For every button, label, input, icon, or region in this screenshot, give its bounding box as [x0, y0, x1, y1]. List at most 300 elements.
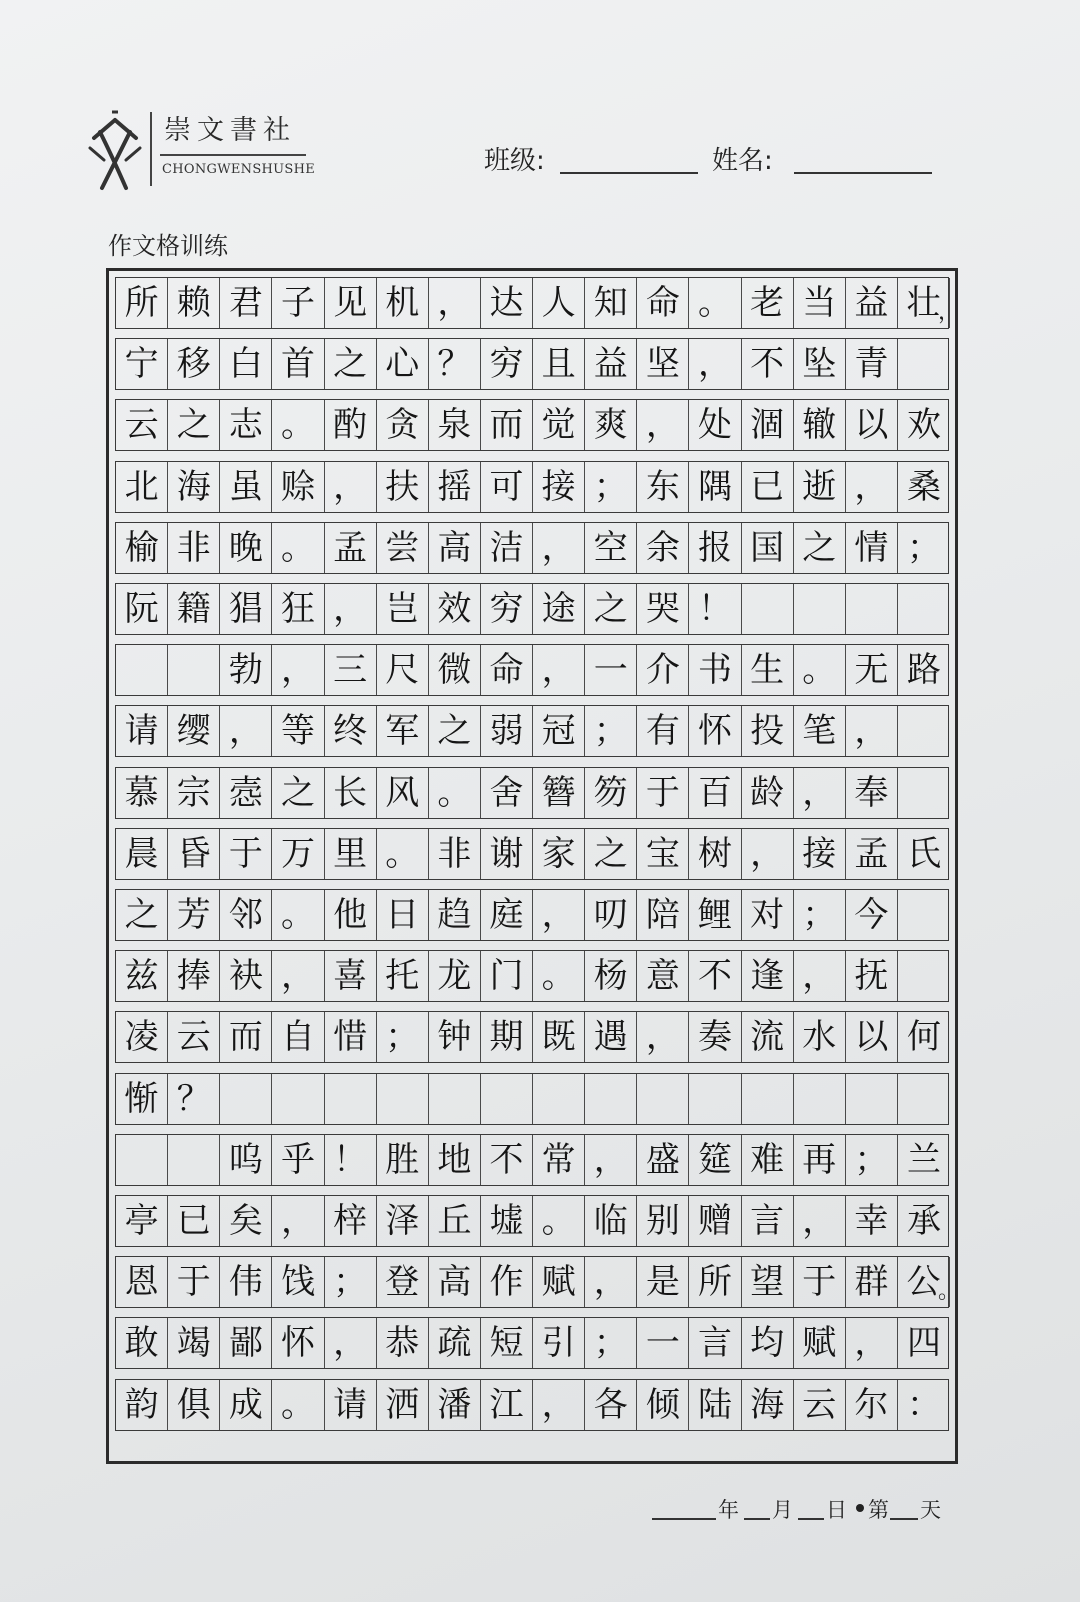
grid-cell: 趋: [429, 890, 481, 940]
grid-cell: 之: [794, 523, 846, 573]
grid-cell: ，: [272, 645, 324, 695]
grid-cell: 。: [272, 400, 324, 450]
grid-cell: 惜: [325, 1012, 377, 1062]
grid-cell: 不: [689, 951, 741, 1001]
grid-cell: 酌: [325, 400, 377, 450]
grid-cell: 晚: [220, 523, 272, 573]
grid-cell: [168, 1135, 220, 1185]
grid-cell: 恭: [377, 1318, 429, 1368]
grid-cell: 所: [116, 278, 168, 328]
grid-cell: 伟: [220, 1257, 272, 1307]
grid-cell: 穷: [481, 584, 533, 634]
grid-cell: 机: [377, 278, 429, 328]
grid-cell: 。: [689, 278, 741, 328]
grid-cell: 成: [220, 1380, 272, 1430]
grid-cell: 三: [325, 645, 377, 695]
grid-cell: 引: [533, 1318, 585, 1368]
grid-cell: 路: [906, 650, 941, 691]
grid-cell: 何: [906, 1017, 941, 1058]
grid-cell: 笏: [585, 768, 637, 818]
grid-row: [115, 1317, 949, 1369]
grid-row: [115, 889, 949, 941]
grid-cell: 。: [533, 1196, 585, 1246]
grid-cell: 青: [846, 339, 898, 389]
grid-cell: 于: [794, 1257, 846, 1307]
year-label: 年: [718, 1498, 739, 1522]
grid-cell: 达: [481, 278, 533, 328]
grid-cell: 筵: [689, 1135, 741, 1185]
grid-cell: ，: [272, 951, 324, 1001]
grid-cell: 书: [689, 645, 741, 695]
grid-cell: 隅: [689, 462, 741, 512]
grid-cell: 矣: [220, 1196, 272, 1246]
grid-cell: 之: [325, 339, 377, 389]
grid-cell: 余: [637, 523, 689, 573]
grid-cell: 俱: [168, 1380, 220, 1430]
grid-cell: 桑: [906, 466, 941, 507]
grid-cell: 首: [272, 339, 324, 389]
grid-cell: 。: [429, 768, 481, 818]
grid-cell: ；: [585, 1318, 637, 1368]
grid-cell: 舍: [481, 768, 533, 818]
grid-cell: 涸: [742, 400, 794, 450]
grid-cell: 万: [272, 829, 324, 879]
grid-cell: 所: [689, 1257, 741, 1307]
grid-cell: 之: [168, 400, 220, 450]
grid-cell: 树: [689, 829, 741, 879]
grid-cell: 陪: [637, 890, 689, 940]
year-field[interactable]: [652, 1518, 716, 1520]
grid-row: [115, 1134, 949, 1186]
grid-cell: ，: [846, 706, 898, 756]
grid-cell: [116, 645, 168, 695]
grid-cell: ，: [794, 768, 846, 818]
grid-cell: ？: [429, 339, 481, 389]
grid-cell: [898, 951, 950, 1001]
grid-cell: [220, 1074, 272, 1124]
grid-cell: 爽: [585, 400, 637, 450]
grid-cell: 均: [742, 1318, 794, 1368]
grid-cell: 难: [742, 1135, 794, 1185]
grid-cell: 里: [325, 829, 377, 879]
grid-cell: 泽: [377, 1196, 429, 1246]
grid-cell: ，: [742, 829, 794, 879]
name-field[interactable]: [794, 172, 932, 174]
grid-cell: 龄: [742, 768, 794, 818]
grid-cell: 今: [846, 890, 898, 940]
grid-cell: ，: [794, 951, 846, 1001]
margin-punctuation: 。: [937, 1279, 960, 1305]
grid-cell: ，: [533, 1380, 585, 1430]
grid-cell: 幸: [846, 1196, 898, 1246]
grid-cell: 军: [377, 706, 429, 756]
grid-cell: 杨: [585, 951, 637, 1001]
grid-cell: [846, 584, 898, 634]
class-label: 班级:: [484, 146, 545, 176]
grid-cell: 宝: [637, 829, 689, 879]
margin-punctuation: ，: [937, 300, 960, 325]
grid-cell: 终: [325, 706, 377, 756]
grid-cell: 云: [168, 1012, 220, 1062]
grid-cell: 哭: [637, 584, 689, 634]
grid-cell: 空: [585, 523, 637, 573]
grid-cell: ，: [272, 1196, 324, 1246]
grid-cell: 狂: [272, 584, 324, 634]
grid-cell: [585, 1074, 637, 1124]
day-label: 日: [826, 1498, 847, 1522]
grid-cell: [533, 1074, 585, 1124]
grid-cell: 百: [689, 768, 741, 818]
grid-cell: 群: [846, 1257, 898, 1307]
grid-cell: [898, 706, 950, 756]
month-label: 月: [772, 1498, 793, 1522]
grid-cell: 兹: [116, 951, 168, 1001]
grid-cell: 且: [533, 339, 585, 389]
grid-cell: 洁: [481, 523, 533, 573]
grid-cell: 而: [220, 1012, 272, 1062]
grid-row: [115, 1011, 949, 1063]
grid-cell: 饯: [272, 1257, 324, 1307]
grid-cell: 微: [429, 645, 481, 695]
grid-cell: ，: [585, 1257, 637, 1307]
grid-cell: 已: [168, 1196, 220, 1246]
grid-cell: 知: [585, 278, 637, 328]
grid-cell: 流: [742, 1012, 794, 1062]
grid-cell: 叨: [585, 890, 637, 940]
month-field[interactable]: [744, 1518, 770, 1520]
grid-cell: 是: [637, 1257, 689, 1307]
grid-cell: 一: [585, 645, 637, 695]
grid-cell: ，: [220, 706, 272, 756]
grid-cell: ，: [325, 1318, 377, 1368]
grid-cell: 慕: [116, 768, 168, 818]
grid-cell: 尺: [377, 645, 429, 695]
grid-cell: 奉: [846, 768, 898, 818]
grid-cell: ；: [585, 706, 637, 756]
grid-cell: 阮: [116, 584, 168, 634]
grid-cell: 逝: [794, 462, 846, 512]
grid-cell: 龙: [429, 951, 481, 1001]
grid-cell: 水: [794, 1012, 846, 1062]
grid-cell: 国: [742, 523, 794, 573]
grid-cell: 作: [481, 1257, 533, 1307]
date-separator-dot: [856, 1504, 864, 1512]
grid-cell: 言: [742, 1196, 794, 1246]
grid-cell: 有: [637, 706, 689, 756]
grid-cell: 弱: [481, 706, 533, 756]
grid-cell: 抚: [846, 951, 898, 1001]
grid-cell: 悫: [220, 768, 272, 818]
grid-cell: 以: [846, 1012, 898, 1062]
grid-cell: 投: [742, 706, 794, 756]
grid-cell: 丘: [429, 1196, 481, 1246]
grid-cell: 接: [794, 829, 846, 879]
grid-cell: 家: [533, 829, 585, 879]
grid-cell: [742, 584, 794, 634]
name-label: 姓名:: [712, 146, 773, 176]
grid-cell: 命: [481, 645, 533, 695]
grid-cell: 摇: [429, 462, 481, 512]
grid-cell: [742, 1074, 794, 1124]
grid-cell: ，: [585, 1135, 637, 1185]
day-field[interactable]: [798, 1518, 824, 1520]
grid-row: [115, 522, 949, 574]
grid-cell: 赋: [533, 1257, 585, 1307]
grid-cell: ，: [429, 278, 481, 328]
grid-cell: 凌: [116, 1012, 168, 1062]
grid-row: [115, 644, 949, 696]
grid-cell: [168, 645, 220, 695]
grid-cell: 益: [846, 278, 898, 328]
grid-cell: [794, 1074, 846, 1124]
grid-cell: 胜: [377, 1135, 429, 1185]
grid-cell: 赊: [272, 462, 324, 512]
grid-cell: 期: [481, 1012, 533, 1062]
class-field[interactable]: [560, 172, 698, 174]
grid-cell: 孟: [846, 829, 898, 879]
grid-cell: 笔: [794, 706, 846, 756]
grid-cell: 以: [846, 400, 898, 450]
writing-grid: [106, 268, 958, 1464]
grid-cell: 赋: [794, 1318, 846, 1368]
grid-cell: 既: [533, 1012, 585, 1062]
grid-cell: 氏: [906, 833, 941, 874]
grid-cell: [898, 584, 950, 634]
grid-cell: ，: [846, 1318, 898, 1368]
grid-cell: 遇: [585, 1012, 637, 1062]
grid-cell: 坠: [794, 339, 846, 389]
grid-cell: 梓: [325, 1196, 377, 1246]
grid-cell: ，: [533, 890, 585, 940]
grid-row: [115, 461, 949, 513]
grid-cell: 呜: [220, 1135, 272, 1185]
grid-cell: 潘: [429, 1380, 481, 1430]
grid-cell: 捧: [168, 951, 220, 1001]
day-count-field[interactable]: [890, 1518, 918, 1520]
grid-cell: 之: [272, 768, 324, 818]
grid-cell: 簪: [533, 768, 585, 818]
grid-cell: 庭: [481, 890, 533, 940]
grid-cell: 扶: [377, 462, 429, 512]
grid-cell: 子: [272, 278, 324, 328]
grid-cell: 言: [689, 1318, 741, 1368]
grid-row: [115, 705, 949, 757]
grid-cell: 。: [377, 829, 429, 879]
grid-cell: 韵: [116, 1380, 168, 1430]
grid-cell: 谢: [481, 829, 533, 879]
grid-cell: 惭: [116, 1074, 168, 1124]
grid-cell: ；: [377, 1012, 429, 1062]
grid-row: [115, 338, 949, 390]
grid-cell: 效: [429, 584, 481, 634]
day-unit-label: 天: [920, 1498, 941, 1522]
grid-cell: ，: [689, 339, 741, 389]
grid-cell: 孟: [325, 523, 377, 573]
grid-cell: [377, 1074, 429, 1124]
grid-cell: 于: [637, 768, 689, 818]
grid-cell: 东: [637, 462, 689, 512]
grid-cell: 贪: [377, 400, 429, 450]
brand-divider: [150, 112, 152, 186]
grid-cell: 恩: [116, 1257, 168, 1307]
grid-cell: 洒: [377, 1380, 429, 1430]
grid-cell: 途: [533, 584, 585, 634]
grid-cell: 之: [429, 706, 481, 756]
grid-cell: [898, 1074, 950, 1124]
grid-cell: 盛: [637, 1135, 689, 1185]
grid-cell: 地: [429, 1135, 481, 1185]
grid-cell: 四: [906, 1323, 941, 1364]
grid-cell: [481, 1074, 533, 1124]
grid-cell: 榆: [116, 523, 168, 573]
grid-cell: 。: [794, 645, 846, 695]
grid-cell: 一: [637, 1318, 689, 1368]
grid-cell: 等: [272, 706, 324, 756]
grid-cell: 喜: [325, 951, 377, 1001]
grid-cell: 宗: [168, 768, 220, 818]
grid-cell: 他: [325, 890, 377, 940]
grid-cell: 尝: [377, 523, 429, 573]
grid-cell: 已: [742, 462, 794, 512]
grid-cell: [898, 339, 950, 389]
grid-cell: 。: [533, 951, 585, 1001]
grid-cell: 。: [272, 1380, 324, 1430]
grid-cell: 临: [585, 1196, 637, 1246]
grid-cell: 登: [377, 1257, 429, 1307]
grid-cell: 门: [481, 951, 533, 1001]
grid-row: [115, 828, 949, 880]
grid-cell: 别: [637, 1196, 689, 1246]
grid-row: [115, 1256, 960, 1308]
grid-cell: 非: [168, 523, 220, 573]
grid-cell: 高: [429, 523, 481, 573]
grid-cell: [429, 1074, 481, 1124]
grid-cell: ，: [846, 462, 898, 512]
grid-cell: [272, 1074, 324, 1124]
grid-cell: 日: [377, 890, 429, 940]
brand-underline: [160, 154, 306, 156]
grid-cell: 岂: [377, 584, 429, 634]
grid-cell: 当: [794, 278, 846, 328]
grid-cell: 穷: [481, 339, 533, 389]
grid-cell: 各: [585, 1380, 637, 1430]
grid-row: [115, 950, 949, 1002]
grid-cell: 缨: [168, 706, 220, 756]
grid-cell: 短: [481, 1318, 533, 1368]
grid-cell: 情: [846, 523, 898, 573]
grid-cell: 怀: [689, 706, 741, 756]
grid-cell: ，: [325, 584, 377, 634]
grid-cell: 海: [168, 462, 220, 512]
grid-cell: ！: [325, 1135, 377, 1185]
grid-cell: 于: [220, 829, 272, 879]
grid-cell: 心: [377, 339, 429, 389]
grid-cell: 兰: [906, 1139, 941, 1180]
grid-cell: 意: [637, 951, 689, 1001]
grid-cell: ；: [846, 1135, 898, 1185]
grid-cell: [116, 1135, 168, 1185]
grid-cell: 可: [481, 462, 533, 512]
grid-cell: 对: [742, 890, 794, 940]
brand-english-name: CHONGWENSHUSHE: [162, 162, 316, 177]
grid-row: [115, 399, 949, 451]
grid-cell: ；: [585, 462, 637, 512]
grid-row: [115, 583, 949, 635]
grid-cell: ？: [168, 1074, 220, 1124]
grid-cell: 非: [429, 829, 481, 879]
grid-cell: 常: [533, 1135, 585, 1185]
grid-cell: 于: [168, 1257, 220, 1307]
grid-cell: 冠: [533, 706, 585, 756]
grid-cell: 陆: [689, 1380, 741, 1430]
grid-cell: 辙: [794, 400, 846, 450]
grid-cell: 鲤: [689, 890, 741, 940]
brand-name: 崇文書社: [164, 115, 296, 146]
grid-cell: 见: [325, 278, 377, 328]
grid-cell: 觉: [533, 400, 585, 450]
grid-cell: ，: [637, 1012, 689, 1062]
grid-cell: [689, 1074, 741, 1124]
grid-cell: 命: [637, 278, 689, 328]
grid-cell: 奏: [689, 1012, 741, 1062]
grid-cell: [898, 768, 950, 818]
grid-cell: 再: [794, 1135, 846, 1185]
grid-cell: 籍: [168, 584, 220, 634]
grid-cell: ，: [794, 1196, 846, 1246]
grid-cell: 望: [742, 1257, 794, 1307]
grid-cell: [794, 584, 846, 634]
grid-cell: 公: [898, 1257, 950, 1307]
grid-cell: 泉: [429, 400, 481, 450]
grid-cell: 猖: [220, 584, 272, 634]
grid-row: [115, 277, 960, 329]
ordinal-label: 第: [868, 1498, 889, 1522]
grid-cell: 而: [481, 400, 533, 450]
grid-cell: ，: [637, 400, 689, 450]
grid-cell: 志: [220, 400, 272, 450]
grid-cell: 敢: [116, 1318, 168, 1368]
grid-cell: 移: [168, 339, 220, 389]
grid-cell: 介: [637, 645, 689, 695]
grid-cell: 人: [533, 278, 585, 328]
grid-cell: [846, 1074, 898, 1124]
grid-cell: ；: [906, 527, 941, 568]
grid-cell: 益: [585, 339, 637, 389]
grid-cell: 邻: [220, 890, 272, 940]
grid-cell: 生: [742, 645, 794, 695]
grid-cell: ！: [689, 584, 741, 634]
grid-row: [115, 767, 949, 819]
worksheet-title: 作文格训练: [108, 232, 228, 260]
grid-cell: 欢: [906, 405, 941, 446]
grid-cell: 报: [689, 523, 741, 573]
grid-cell: 老: [742, 278, 794, 328]
grid-cell: 江: [481, 1380, 533, 1430]
grid-cell: ，: [533, 645, 585, 695]
grid-cell: 海: [742, 1380, 794, 1430]
grid-cell: 逢: [742, 951, 794, 1001]
grid-cell: [898, 890, 950, 940]
grid-cell: 之: [585, 584, 637, 634]
grid-cell: 之: [585, 829, 637, 879]
grid-row: [115, 1195, 949, 1247]
grid-cell: 白: [220, 339, 272, 389]
grid-cell: [325, 1074, 377, 1124]
grid-cell: ，: [533, 523, 585, 573]
grid-cell: 北: [116, 462, 168, 512]
grid-cell: 高: [429, 1257, 481, 1307]
grid-cell: ，: [325, 462, 377, 512]
